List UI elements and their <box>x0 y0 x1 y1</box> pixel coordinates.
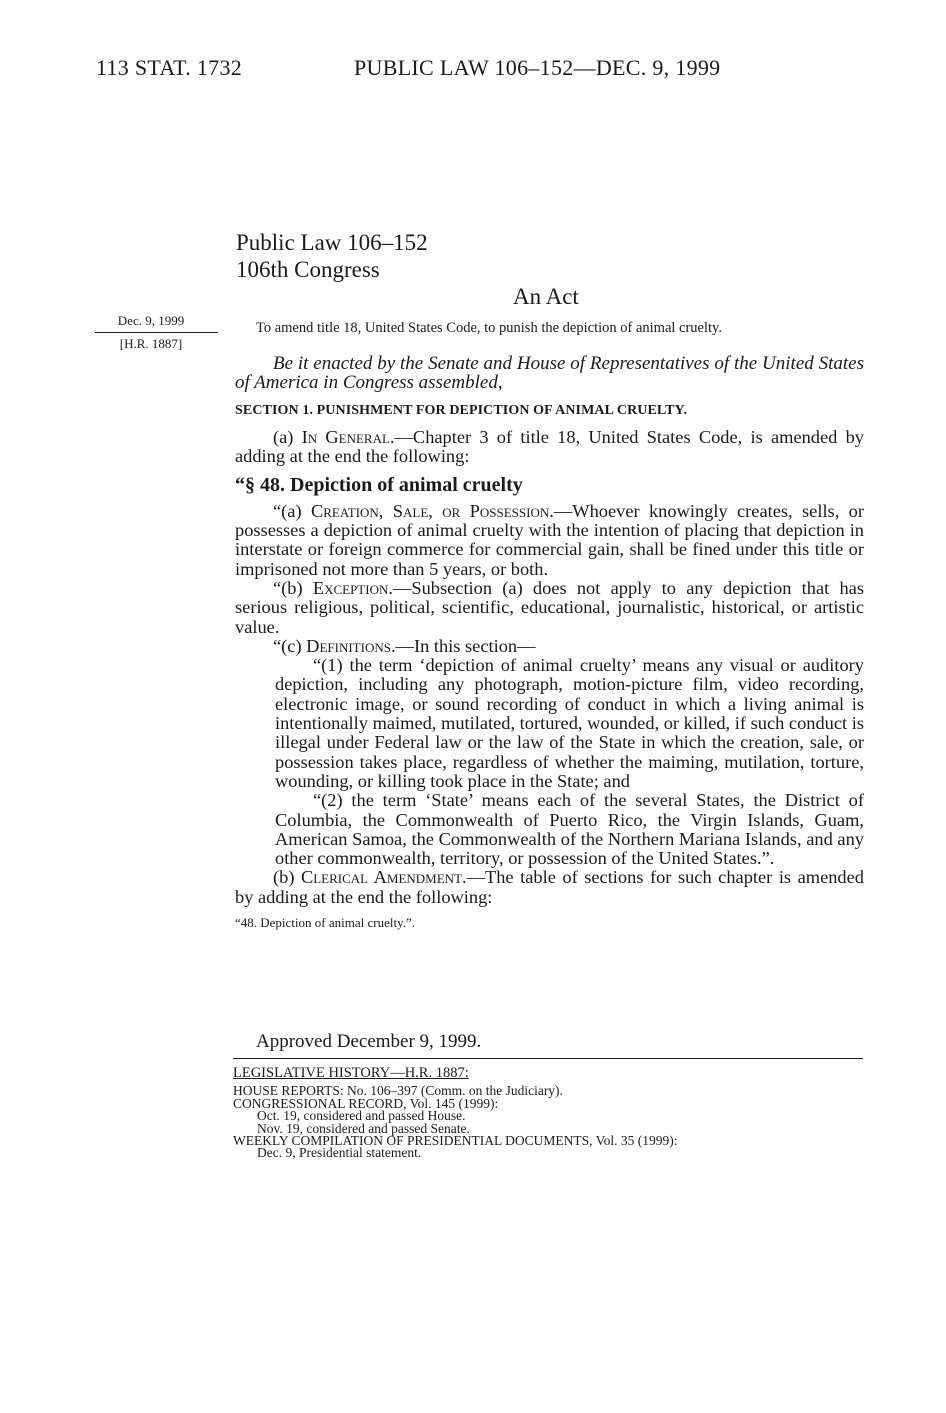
act-body <box>235 354 864 932</box>
section-1-heading: SECTION 1. PUNISHMENT FOR DEPICTION OF ANIMAL CRUELTY. <box>235 402 688 418</box>
page-stat-reference: 113 STAT. 1732 <box>96 55 243 80</box>
paragraph-b: “(b) Exception.—Subsection (a) does not apply to any depiction that has serious religious, political, scientific, educational, journalistic, historical, or artistic value. <box>235 577 864 637</box>
paragraph-c: “(c) Definitions.—In this section— <box>273 635 536 656</box>
subsection-a: (a) In General.—Chapter 3 of title 18, United States Code, is amended by adding at the end the following: <box>235 426 864 467</box>
congress-number: 106th Congress <box>236 257 380 282</box>
history-congressional-record: CONGRESSIONAL RECORD, Vol. 145 (1999): <box>233 1095 499 1111</box>
enacting-clause: Be it enacted by the Senate and House of Representatives of the United States of America in Congress assembled, <box>235 353 864 394</box>
act-title: An Act <box>513 284 579 309</box>
history-house-action: Oct. 19, considered and passed House. <box>257 1108 466 1124</box>
definition-2: “(2) the term ‘State’ means each of the several States, the District of Columbia, the Commonwealth of Puerto Rico, the Virgin Islands, Guam, American Samoa, the Commonwealth of the Northern Mariana Islands, and any other commonwealth, territory, or possession of the United States.”. <box>275 790 864 869</box>
margin-rule <box>95 332 218 333</box>
approval-date: Approved December 9, 1999. <box>256 1031 482 1052</box>
history-divider <box>233 1058 863 1059</box>
public-law-number: Public Law 106–152 <box>236 230 428 255</box>
margin-date: Dec. 9, 1999 <box>117 313 185 328</box>
section-48-heading: “§ 48. Depiction of animal cruelty <box>235 474 523 497</box>
running-head: PUBLIC LAW 106–152—DEC. 9, 1999 <box>354 55 721 80</box>
table-of-sections-entry: “48. Depiction of animal cruelty.”. <box>235 915 416 931</box>
paragraph-a: “(a) Creation, Sale, or Possession.—Whoever knowingly creates, sells, or possesses a depiction of animal cruelty with the intention of placing that depiction in interstate or foreign commerce for commercial gain, shall be fined under this title or imprisoned not more than 5 years, or both. <box>235 500 864 579</box>
history-presidential-statement: Dec. 9, Presidential statement. <box>257 1145 422 1161</box>
act-purpose: To amend title 18, United States Code, to punish the depiction of animal cruelty. <box>256 320 722 336</box>
history-title: LEGISLATIVE HISTORY—H.R. 1887: <box>233 1065 469 1081</box>
history-weekly-compilation: WEEKLY COMPILATION OF PRESIDENTIAL DOCUMENTS, Vol. 35 (1999): <box>233 1133 678 1149</box>
subsection-b: (b) Clerical Amendment.—The table of sections for such chapter is amended by adding at the end the following: <box>235 867 864 907</box>
definition-1: “(1) the term ‘depiction of animal cruelty’ means any visual or auditory depiction, including any photograph, motion-picture film, video recording, electronic image, or sound recording of conduct in which a living animal is intentionally maimed, mutilated, tortured, wounded, or killed, if such conduct is illegal under Federal law or the law of the State in which the creation, sale, or possession takes place, regardless of whether the maiming, mutilation, torture, wounding, or killing took place in the State; and <box>275 655 864 791</box>
history-house-reports: HOUSE REPORTS: No. 106–397 (Comm. on the Judiciary). <box>233 1083 563 1099</box>
margin-bill-number: [H.R. 1887] <box>119 336 183 351</box>
legislative-history <box>233 1067 678 1160</box>
history-senate-action: Nov. 19, considered and passed Senate. <box>257 1120 470 1136</box>
